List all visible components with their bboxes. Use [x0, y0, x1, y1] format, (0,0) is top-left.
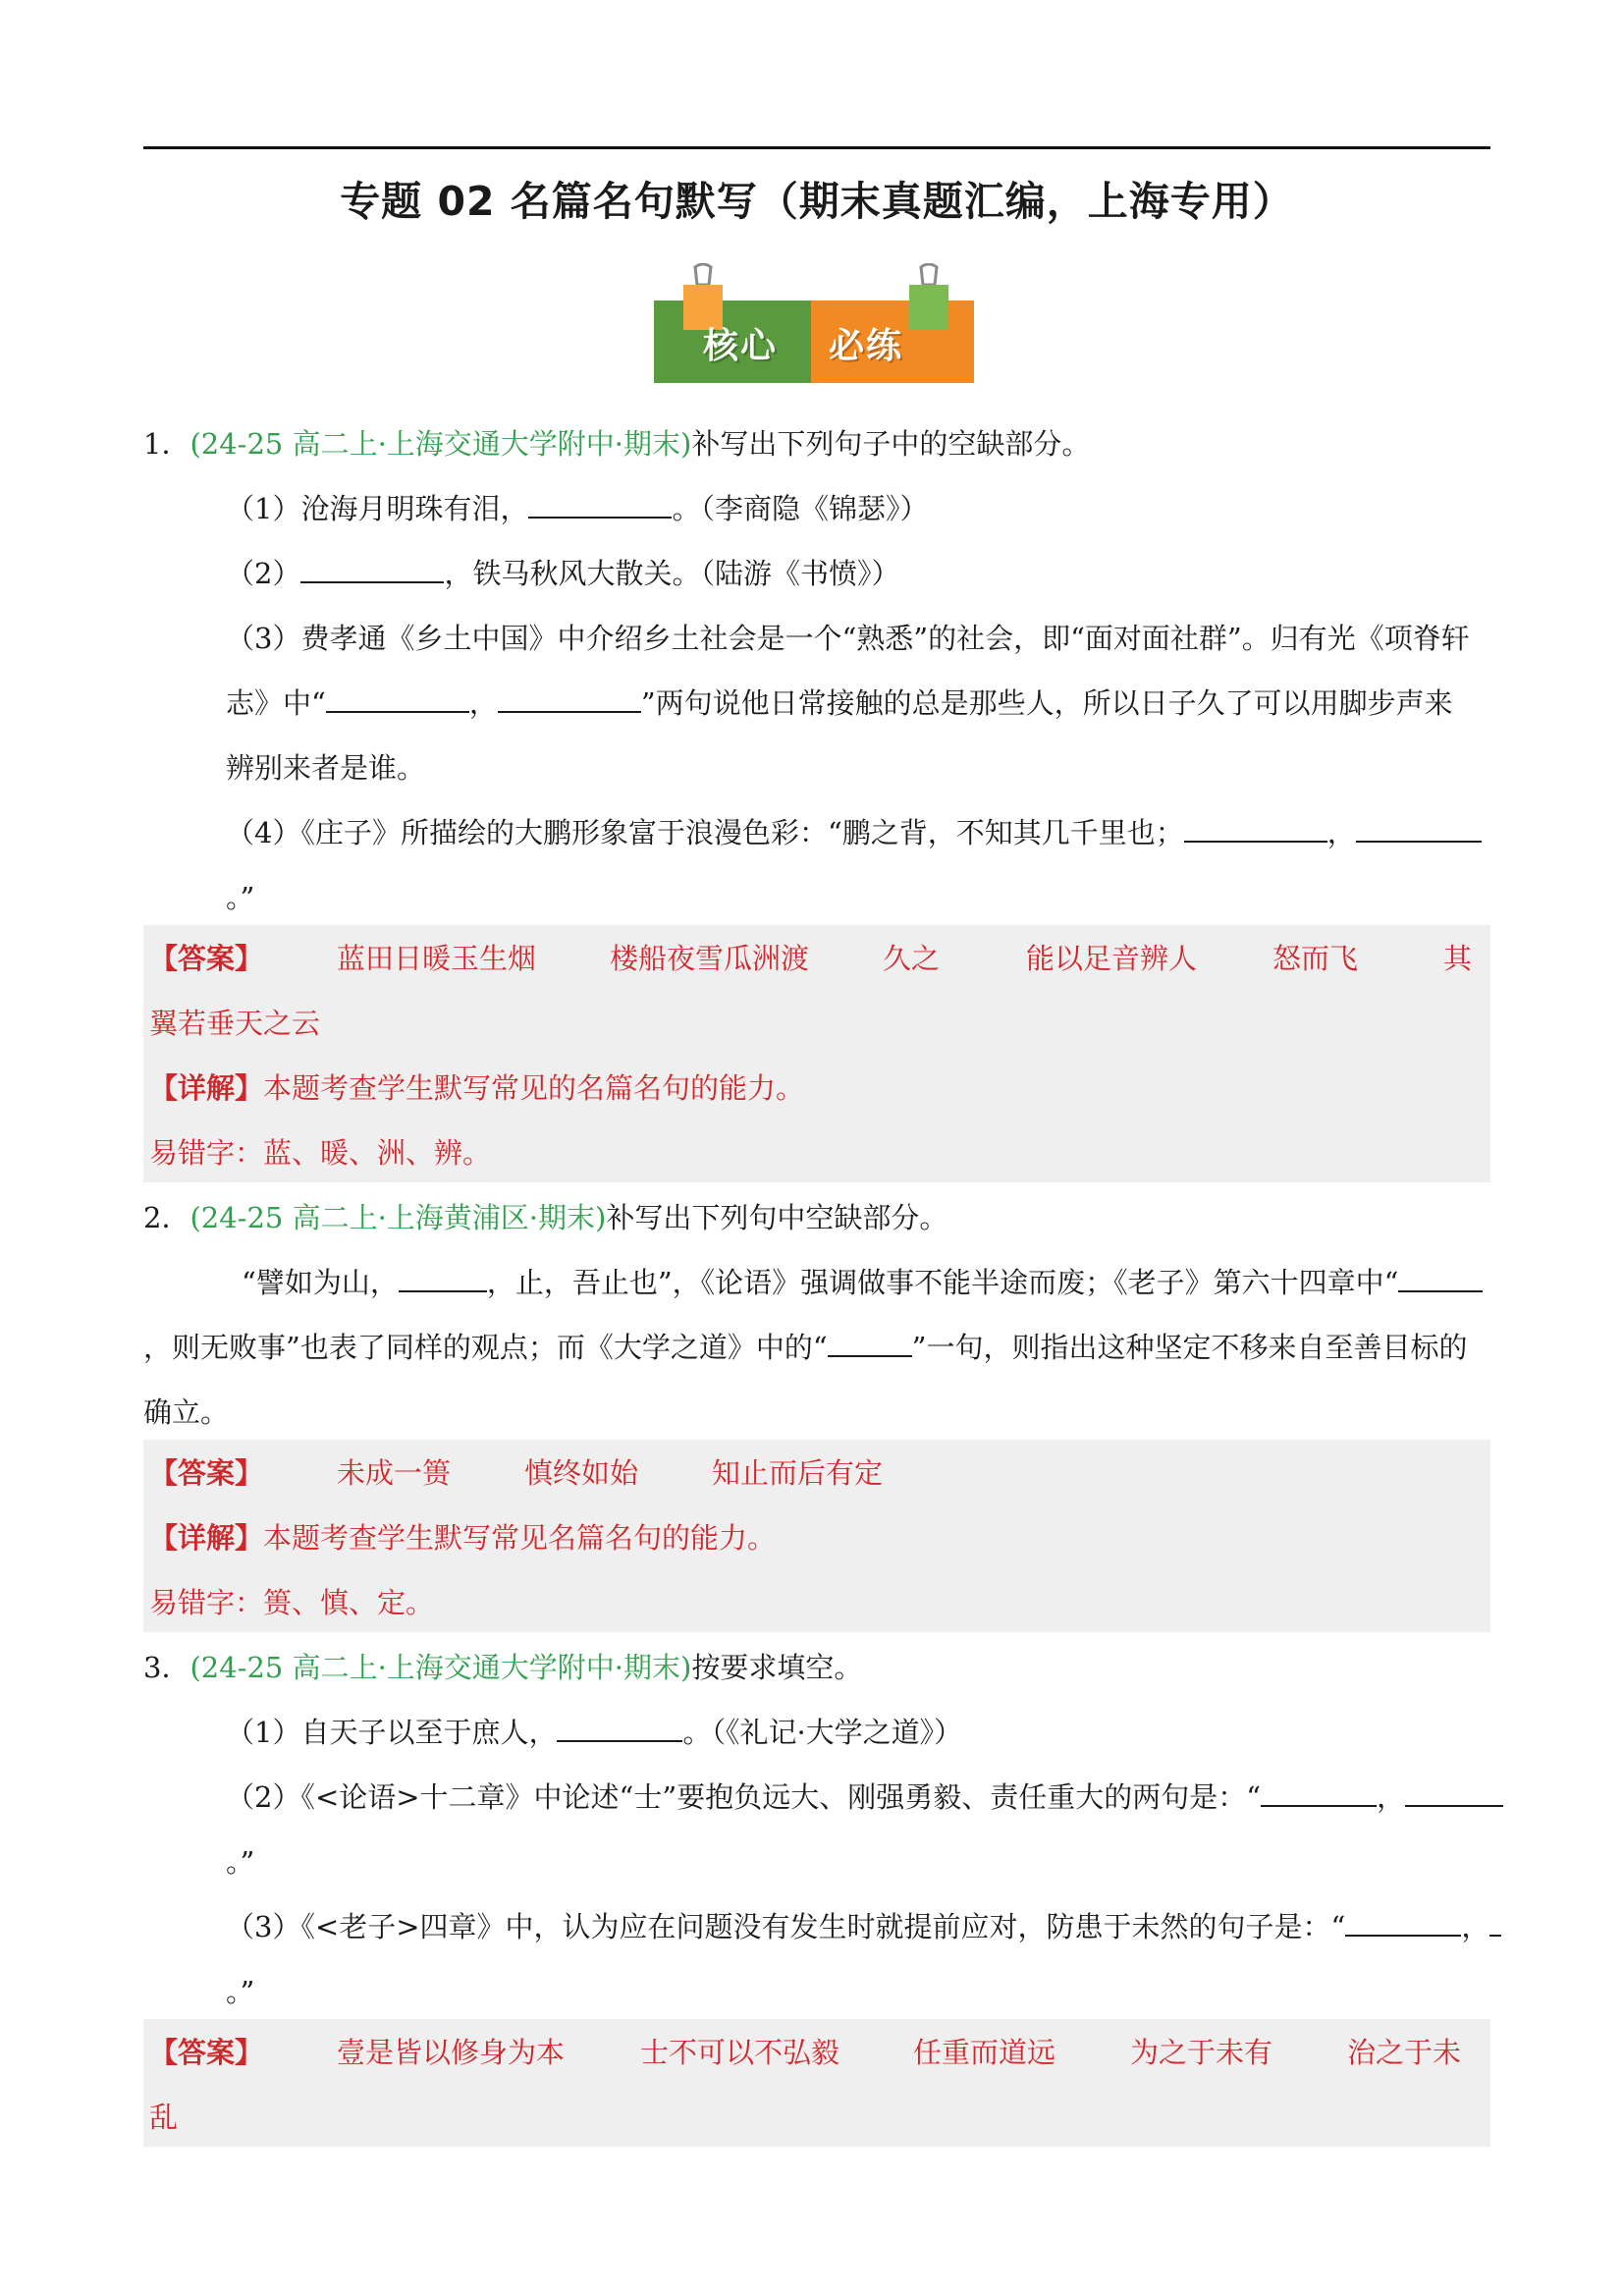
- q3-stem: 按要求填空。: [691, 1651, 863, 1684]
- q3-answer-5: 治之于未: [1347, 2036, 1462, 2069]
- blank: [1398, 1267, 1483, 1292]
- q2-error: 易错字：篑、慎、定。: [149, 1586, 435, 1619]
- q2-stem: 补写出下列句中空缺部分。: [606, 1201, 948, 1234]
- q1-error: 易错字：蓝、暖、洲、辨。: [149, 1136, 492, 1170]
- q3-sub1-tail: 。（《礼记·大学之道》）: [682, 1716, 963, 1749]
- q1-detail: [149, 1068, 804, 1108]
- banner-left-label: 核心: [703, 326, 779, 366]
- q1-sub4-text: （4）《庄子》所描绘的大鹏形象富于浪漫色彩：“鹏之背，不知其几千里也；: [226, 816, 1184, 849]
- q1-answer-3: 久之: [883, 942, 941, 975]
- q1-answer-1: 蓝田日暖玉生烟: [337, 942, 537, 975]
- q2-line1-text: “譬如为山，: [242, 1266, 399, 1299]
- q1-sub2: [226, 554, 899, 593]
- blank: [528, 493, 672, 519]
- q1-answer-4: 能以足音辨人: [1026, 942, 1198, 975]
- core-practice-banner: [654, 263, 974, 383]
- q1-detail-text: 本题考查学生默写常见的名篇名句的能力。: [263, 1071, 805, 1105]
- blank: [326, 687, 469, 713]
- blank: [498, 687, 641, 713]
- q2-line1: [242, 1263, 1483, 1302]
- q1-sub4: [226, 813, 1482, 852]
- blank: [1356, 817, 1482, 843]
- q1-number: 1．: [143, 427, 190, 461]
- q1-detail-label: 【详解】: [149, 1071, 264, 1105]
- q2-answer-1: 未成一篑: [337, 1456, 452, 1490]
- blank: [557, 1717, 682, 1742]
- q1-answer-2: 楼船夜雪瓜洲渡: [610, 942, 810, 975]
- q3-sub2-text: （2）《<论语>十二章》中论述“士”要抱负远大、刚强勇毅、责任重大的两句是：“: [226, 1780, 1262, 1814]
- q2-line2: [143, 1328, 1467, 1367]
- q2-line2-tail: ”一句，则指出这种坚定不移来自至善目标的: [911, 1331, 1468, 1364]
- q2-detail-text: 本题考查学生默写常见名篇名句的能力。: [263, 1521, 777, 1555]
- q3-source: (24-25 高二上·上海交通大学附中·期末): [189, 1651, 692, 1684]
- q1-sub3-comma: ，: [468, 686, 498, 720]
- q3-sub2: [226, 1777, 1503, 1817]
- blank: [1184, 817, 1327, 843]
- q1-answer-5: 怒而飞: [1272, 942, 1359, 975]
- blank: [828, 1332, 912, 1357]
- blank: [300, 558, 444, 583]
- q1-sub1: [226, 489, 928, 528]
- q1-sub1-text: （1）沧海月明珠有泪，: [226, 492, 529, 525]
- q2-answer-3: 知止而后有定: [712, 1456, 884, 1490]
- q3-sub2-comma: ，: [1377, 1780, 1406, 1814]
- q2-detail: [149, 1518, 776, 1558]
- q1-stem: 补写出下列句子中的空缺部分。: [691, 427, 1091, 461]
- q2-detail-label: 【详解】: [149, 1521, 264, 1555]
- blank: [1405, 1781, 1503, 1807]
- blank: [1345, 1911, 1461, 1937]
- q2-answer-label: 【答案】: [149, 1456, 264, 1490]
- blank: [1261, 1781, 1377, 1807]
- q1-sub2-tail: ，铁马秋风大散关。（陆游《书愤》）: [444, 557, 900, 590]
- q1-sub3-tail: ”两句说他日常接触的总是那些人，所以日子久了可以用脚步声来: [640, 686, 1453, 720]
- q2-line2-text: ，则无败事”也表了同样的观点；而《大学之道》中的“: [143, 1331, 828, 1364]
- page-title: 专题 02 名篇名句默写（期末真题汇编，上海专用）: [340, 178, 1294, 225]
- q2-source: (24-25 高二上·上海黄浦区·期末): [189, 1201, 607, 1234]
- q3-answer-1: 壹是皆以修身为本: [337, 2036, 566, 2069]
- blank: [1489, 1911, 1501, 1937]
- q3-sub3-text: （3）《<老子>四章》中，认为应在问题没有发生时就提前应对，防患于未然的句子是：“: [226, 1910, 1346, 1943]
- q3-sub2-end: 。”: [226, 1845, 255, 1879]
- q1-answer-label: 【答案】: [149, 942, 264, 975]
- q1-sub4-end: 。”: [226, 881, 255, 914]
- q3-answer-label: 【答案】: [149, 2036, 264, 2069]
- q1-sub3-text: 志》中“: [226, 686, 326, 720]
- blank: [399, 1267, 487, 1292]
- q2-number: 2．: [143, 1201, 190, 1234]
- q2-line1-tail: ，止，吾止也”，《论语》强调做事不能半途而废；《老子》第六十四章中“: [486, 1266, 1399, 1299]
- q3-sub3-comma: ，: [1461, 1910, 1490, 1943]
- q1-answer-cont: 翼若垂天之云: [149, 1007, 321, 1040]
- q3-answer-2: 士不可以不弘毅: [640, 2036, 840, 2069]
- right-clip-icon: [899, 263, 958, 332]
- q2-stem-line: [143, 1198, 947, 1237]
- q1-sub3-line3: 辨别来者是谁。: [226, 751, 426, 785]
- q1-sub3-line1: （3）费孝通《乡土中国》中介绍乡土社会是一个“熟悉”的社会，即“面对面社群”。归有光《项脊轩: [226, 622, 1470, 655]
- q3-sub3-end: 。”: [226, 1975, 255, 2008]
- q1-sub4-comma: ，: [1326, 816, 1356, 849]
- q2-line3: 确立。: [143, 1395, 230, 1429]
- q3-answer-4: 为之于未有: [1130, 2036, 1273, 2069]
- q3-sub1: [226, 1713, 962, 1752]
- q3-number: 3．: [143, 1651, 190, 1684]
- q3-answer-cont: 乱: [149, 2101, 179, 2134]
- header-rule: [143, 146, 1490, 149]
- q2-answer-2: 慎终如始: [524, 1456, 639, 1490]
- q1-answer-6: 其: [1443, 942, 1473, 975]
- q3-answer-3: 任重而道远: [913, 2036, 1056, 2069]
- q1-sub3-line2: [226, 683, 1453, 723]
- q3-stem-line: [143, 1648, 862, 1687]
- banner-right-label: 必练: [829, 326, 904, 366]
- q1-source: (24-25 高二上·上海交通大学附中·期末): [189, 427, 692, 461]
- q3-sub1-text: （1）自天子以至于庶人，: [226, 1716, 558, 1749]
- q3-sub3: [226, 1907, 1501, 1946]
- q1-sub2-text: （2）: [226, 557, 301, 590]
- q1-sub1-tail: 。（李商隐《锦瑟》）: [672, 492, 929, 525]
- q1-stem-line: [143, 424, 1090, 464]
